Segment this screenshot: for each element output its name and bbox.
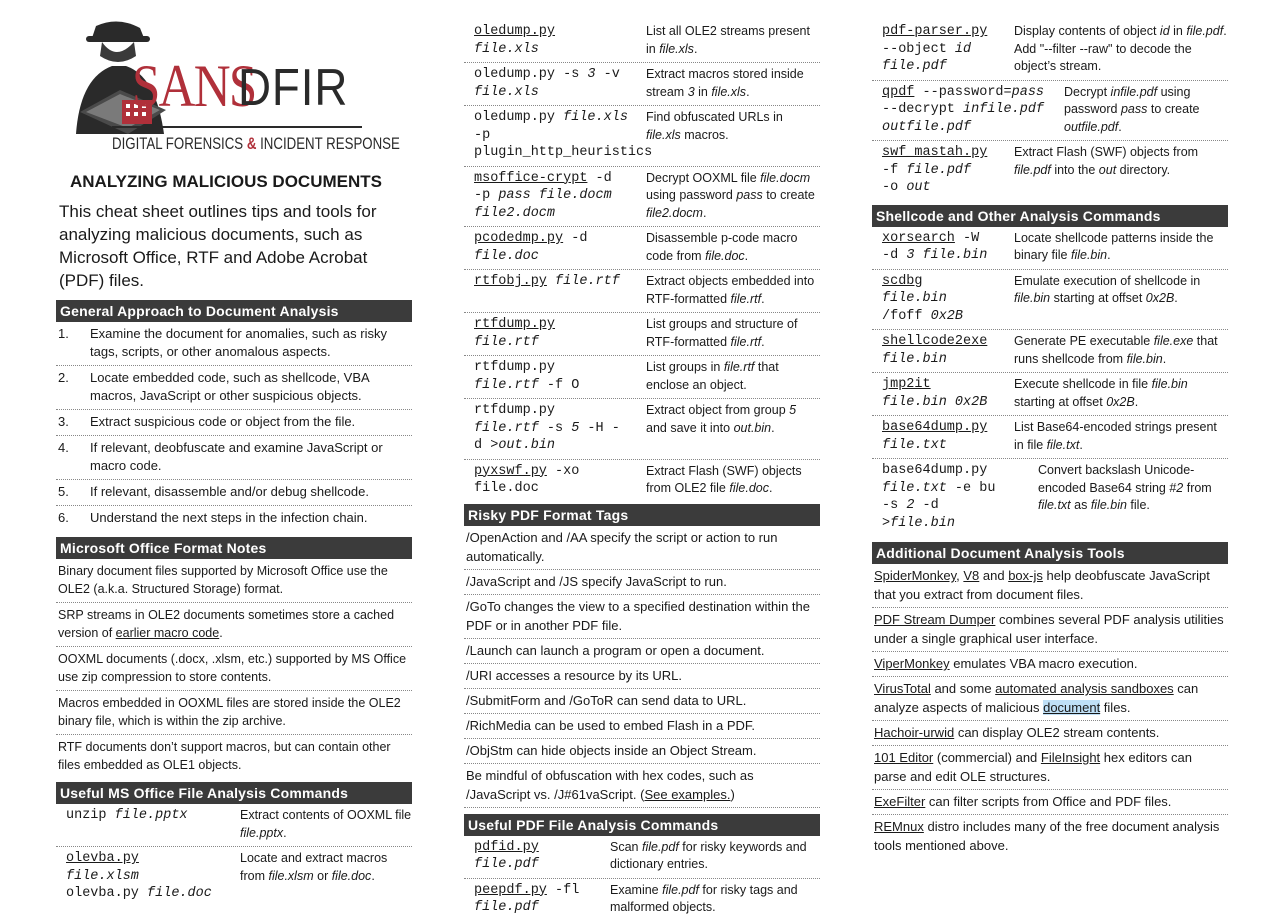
cmd-olevba: olevba.py file.xlsm olevba.py file.doc Locate and extract macros from file.xlsm or file.doc.: [66, 851, 388, 901]
cmd-shellcode2exe: shellcode2exe file.bin Generate PE executable file.exe that runs shellcode from file.bin.: [872, 330, 1228, 373]
cmd-pdfid: pdfid.py file.pdf Scan file.pdf for risky keywords and dictionary entries.: [464, 836, 820, 879]
exefilter-link[interactable]: ExeFilter: [874, 794, 926, 809]
cmd-qpdf: qpdf --password=pass --decrypt infile.pdf outfile.pdf Decrypt infile.pdf using password pass to create outfile.pdf.: [872, 81, 1228, 142]
cmd-rtfobj: rtfobj.py file.rtf Extract objects embedded into RTF-formatted file.rtf.: [464, 270, 820, 313]
section-heading-general: General Approach to Document Analysis: [56, 300, 412, 322]
cmd-unzip: unzip file.pptx Extract contents of OOXML file file.pptx.: [56, 804, 412, 847]
list-item: 5. If relevant, disassemble and/or debug shellcode.: [56, 480, 412, 506]
column-middle: [464, 20, 820, 921]
cmd-rtfdump-groups: rtfdump.py file.rtf -f O List groups in file.rtf that enclose an object.: [464, 356, 820, 399]
intro-paragraph: This cheat sheet outlines tips and tools for analyzing malicious documents, such as Microsoft Office, RTF and Adobe Acrobat (PDF) files.: [59, 202, 377, 290]
sandboxes-link[interactable]: automated analysis sandboxes: [995, 681, 1174, 696]
cmd-base64dump-convert: base64dump.py file.txt -e bu -s 2 -d >file.bin Convert backslash Unicode-encoded Base64 string #2 from file.txt as file.bin file.: [882, 463, 1212, 531]
cmd-oledump-list: oledump.py file.xls List all OLE2 streams present in file.xls.: [464, 20, 820, 63]
box-js-link[interactable]: box-js: [1008, 568, 1043, 583]
cmd-pdf-parser: pdf-parser.py --object id file.pdf Display contents of object id in file.pdf. Add "--filter --raw" to decode the object’s stream.: [872, 20, 1228, 81]
logo-tagline: DIGITAL FORENSICS & INCIDENT RESPONSE: [112, 134, 400, 153]
rtfobj-link[interactable]: rtfobj.py: [474, 274, 547, 289]
tool-row-deobfuscate: SpiderMonkey, V8 and box-js help deobfuscate JavaScript that you extract from document files.: [872, 564, 1228, 608]
general-steps-list: [56, 322, 412, 531]
oledump-link[interactable]: oledump.py: [474, 24, 556, 39]
pdf-tag-launch: /Launch can launch a program or open a document.: [464, 639, 820, 664]
pdf-tag-javascript: /JavaScript and /JS specify JavaScript to run.: [464, 570, 820, 595]
cmd-peepdf: peepdf.py -fl file.pdf Examine file.pdf for risky tags and malformed objects.: [474, 882, 798, 915]
tool-row-remnux: REMnux distro includes many of the free document analysis tools mentioned above.: [874, 819, 1220, 853]
hachoir-urwid-link[interactable]: Hachoir-urwid: [874, 725, 955, 740]
cmd-swf-mastah: swf_mastah.py -f file.pdf -o out Extract Flash (SWF) objects from file.pdf into the out directory.: [882, 145, 1199, 195]
note-srp: SRP streams in OLE2 documents sometimes store a cached version of earlier macro code.: [56, 603, 412, 647]
earlier-macro-code-link[interactable]: earlier macro code: [115, 626, 220, 640]
pdf-tag-goto: /GoTo changes the view to a specified destination within the PDF or in another PDF file.: [464, 595, 820, 639]
scdbg-link[interactable]: scdbg: [882, 273, 923, 289]
list-item: 2. Locate embedded code, such as shellcode, VBA macros, JavaScript or other suspicious objects.: [56, 366, 412, 410]
jmp2it-link[interactable]: jmp2it: [882, 377, 931, 392]
pdf-tag-obfuscation: Be mindful of obfuscation with hex codes, such as /JavaScript vs. /J#61vaScript. (See examples.): [464, 764, 820, 808]
xorsearch-link[interactable]: xorsearch: [882, 230, 955, 246]
olevba-link[interactable]: olevba.py: [66, 851, 139, 866]
list-item: 6. Understand the next steps in the infection chain.: [58, 510, 368, 525]
pdf-tag-uri: /URI accesses a resource by its URL.: [464, 664, 820, 689]
cmd-rtfdump-list: rtfdump.py file.rtf List groups and structure of RTF-formatted file.rtf.: [464, 313, 820, 356]
cmd-oledump-urls: oledump.py file.xls -p plugin_http_heuristics Find obfuscated URLs in file.xls macros.: [464, 106, 820, 167]
column-left: [56, 0, 412, 907]
cmd-oledump-extract: oledump.py -s 3 -v file.xls Extract macros stored inside stream 3 in file.xls.: [464, 63, 820, 106]
section-heading-pdf-tags: Risky PDF Format Tags: [464, 504, 820, 526]
base64dump-link[interactable]: base64dump.py: [882, 420, 988, 435]
sans-dfir-logo: [56, 0, 412, 162]
note-ole2: Binary document files supported by Microsoft Office use the OLE2 (a.k.a. Structured Storage) format.: [56, 559, 412, 603]
swf-mastah-link[interactable]: swf_mastah.py: [882, 145, 988, 160]
pyxswf-link[interactable]: pyxswf.py: [474, 463, 547, 479]
list-item: 3. Extract suspicious code or object from the file.: [56, 410, 412, 436]
msoffice-crypt-link[interactable]: msoffice-crypt: [474, 170, 588, 186]
section-heading-office-notes: Microsoft Office Format Notes: [56, 537, 412, 559]
remnux-link[interactable]: REMnux: [874, 819, 924, 834]
cmd-scdbg: scdbg file.bin /foff 0x2B Emulate execution of shellcode in file.bin starting at offset 0x2B.: [872, 270, 1228, 331]
pcodedmp-link[interactable]: pcodedmp.py: [474, 231, 564, 246]
section-heading-pdf-cmds: Useful PDF File Analysis Commands: [464, 814, 820, 836]
logo-divider: [112, 126, 362, 128]
pdf-tag-objstm: /ObjStm can hide objects inside an Object Stream.: [464, 739, 820, 764]
pdf-tag-richmedia: /RichMedia can be used to embed Flash in a PDF.: [464, 714, 820, 739]
section-heading-tools: Additional Document Analysis Tools: [872, 542, 1228, 564]
vipermonkey-link[interactable]: ViperMonkey: [874, 656, 950, 671]
shellcode2exe-link[interactable]: shellcode2exe: [882, 334, 988, 349]
tool-row-exefilter: ExeFilter can filter scripts from Office and PDF files.: [872, 790, 1228, 815]
note-rtf: RTF documents don’t support macros, but can contain other files embedded as OLE1 objects.: [58, 740, 391, 772]
note-macros: Macros embedded in OOXML files are stored inside the OLE2 binary file, which is within the zip archive.: [56, 691, 412, 735]
cmd-xorsearch: xorsearch -W -d 3 file.bin Locate shellcode patterns inside the binary file file.bin.: [872, 227, 1228, 270]
cmd-rtfdump-extract: rtfdump.py file.rtf -s 5 -H - d >out.bin Extract object from group 5 and save it into out.bin.: [464, 399, 820, 460]
cmd-msoffice-crypt: msoffice-crypt -d -p pass file.docm file2.docm Decrypt OOXML file file.docm using password pass to create file2.docm.: [464, 167, 820, 228]
brand-sans: SANS: [132, 53, 256, 119]
pdf-tag-submitform: /SubmitForm and /GoToR can send data to URL.: [464, 689, 820, 714]
section-heading-office-cmds: Useful MS Office File Analysis Commands: [56, 782, 412, 804]
tool-row-hex-editors: 101 Editor (commercial) and FileInsight hex editors can parse and edit OLE structures.: [872, 746, 1228, 790]
list-item: 4. If relevant, deobfuscate and examine JavaScript or macro code.: [56, 436, 412, 480]
page-title: ANALYZING MALICIOUS DOCUMENTS: [70, 172, 382, 191]
cmd-jmp2it: jmp2it file.bin 0x2B Execute shellcode in file file.bin starting at offset 0x2B.: [872, 373, 1228, 416]
see-examples-link[interactable]: See examples.: [644, 786, 731, 802]
cmd-pyxswf: pyxswf.py -xo file.doc Extract Flash (SWF) objects from OLE2 file file.doc.: [474, 463, 802, 496]
section-heading-shellcode: Shellcode and Other Analysis Commands: [872, 205, 1228, 227]
pdf-tag-openaction: /OpenAction and /AA specify the script or action to run automatically.: [464, 526, 820, 570]
pdfid-link[interactable]: pdfid.py: [474, 839, 539, 855]
virustotal-link[interactable]: VirusTotal: [874, 681, 931, 696]
column-right: [872, 20, 1228, 858]
list-item: 1. Examine the document for anomalies, such as risky tags, scripts, or other anomalous aspects.: [56, 322, 412, 366]
tool-row-virustotal: VirusTotal and some automated analysis sandboxes can analyze aspects of malicious document files.: [872, 677, 1228, 721]
tool-row-vipermonkey: ViperMonkey emulates VBA macro execution.: [872, 652, 1228, 677]
v8-link[interactable]: V8: [963, 568, 980, 583]
rtfdump-link[interactable]: rtfdump.py: [474, 317, 556, 332]
brand-dfir: DFIR: [238, 59, 349, 117]
pdf-stream-dumper-link[interactable]: PDF Stream Dumper: [874, 612, 996, 627]
peepdf-link[interactable]: peepdf.py: [474, 882, 547, 898]
tool-row-pdf-stream-dumper: PDF Stream Dumper combines several PDF analysis utilities under a single graphical user interface.: [872, 608, 1228, 652]
101-editor-link[interactable]: 101 Editor: [874, 750, 934, 765]
qpdf-link[interactable]: qpdf: [882, 84, 915, 100]
fileinsight-link[interactable]: FileInsight: [1040, 750, 1101, 765]
pdf-parser-link[interactable]: pdf-parser.py: [882, 24, 988, 39]
spidermonkey-link[interactable]: SpiderMonkey: [874, 568, 957, 583]
highlighted-document-text: document: [1043, 700, 1101, 715]
note-ooxml: OOXML documents (.docx, .xlsm, etc.) supported by MS Office use zip compression to store contents.: [56, 647, 412, 691]
cmd-base64dump-list: base64dump.py file.txt List Base64-encoded strings present in file file.txt.: [872, 416, 1228, 459]
tool-row-hachoir: Hachoir-urwid can display OLE2 stream contents.: [872, 721, 1228, 746]
cmd-pcodedmp: pcodedmp.py -d file.doc Disassemble p-code macro code from file.doc.: [464, 227, 820, 270]
